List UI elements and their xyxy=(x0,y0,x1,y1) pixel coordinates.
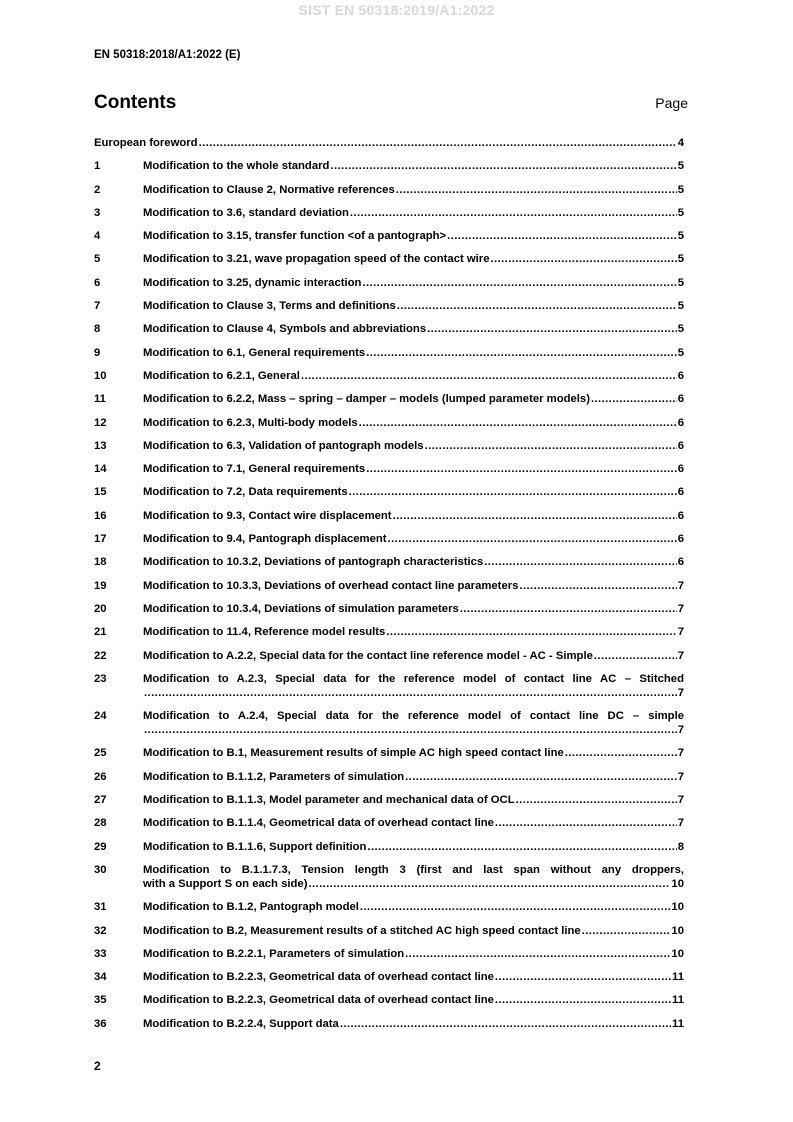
toc-entry-number: 3 xyxy=(94,206,101,219)
dot-leader xyxy=(582,924,671,938)
toc-entry[interactable] xyxy=(94,900,684,914)
toc-entry-page: 10 xyxy=(671,924,684,937)
toc-entry[interactable] xyxy=(94,159,684,173)
toc-entry[interactable] xyxy=(94,206,684,220)
toc-entry[interactable] xyxy=(94,322,684,336)
toc-entry-page: 5 xyxy=(677,276,684,289)
toc-entry-page: 5 xyxy=(677,253,684,266)
toc-entry-title: Modification to A.2.3, Special data for the reference model of contact line AC – Stitched xyxy=(143,672,684,685)
toc-entry-page: 5 xyxy=(677,323,684,336)
dot-leader xyxy=(516,793,677,807)
dot-leader xyxy=(359,416,677,430)
toc-entry-title: Modification to B.1.1.4, Geometrical data of overhead contact line xyxy=(143,817,494,830)
toc-entry-title: Modification to 7.1, General requirements xyxy=(143,463,366,476)
toc-entry-number: 30 xyxy=(94,863,107,876)
toc-entry-page: 8 xyxy=(677,840,684,853)
toc-entry-number: 10 xyxy=(94,369,107,382)
dot-leader xyxy=(144,686,677,700)
toc-entry-title: Modification to B.2.2.1, Parameters of simulation xyxy=(143,947,405,960)
toc-entry-page: 6 xyxy=(677,369,684,382)
toc-entry-title: Modification to B.1.1.2, Parameters of simulation xyxy=(143,770,405,783)
toc-entry-page: 7 xyxy=(677,686,684,699)
dot-leader xyxy=(301,369,677,383)
toc-entry-title: Modification to B.2.2.4, Support data xyxy=(143,1017,339,1030)
toc-entry-title: Modification to B.1, Measurement results of simple AC high speed contact line xyxy=(143,747,564,760)
toc-entry-number: 32 xyxy=(94,924,107,937)
dot-leader xyxy=(144,723,677,737)
toc-entry-number: 2 xyxy=(94,183,101,196)
toc-entry[interactable] xyxy=(94,532,684,546)
page-column-label: Page xyxy=(655,95,688,111)
dot-leader xyxy=(565,746,677,760)
toc-entry-page: 6 xyxy=(677,533,684,546)
toc-entry-page: 7 xyxy=(677,817,684,830)
toc-entry-title: Modification to B.1.1.7.3, Tension length 3 (first and last span without any droppers, xyxy=(143,863,684,876)
toc-entry-page: 6 xyxy=(677,463,684,476)
toc-entry-title: Modification to Clause 4, Symbols and abbreviations xyxy=(143,323,427,336)
dot-leader xyxy=(491,252,677,266)
toc-entry[interactable] xyxy=(94,602,684,616)
toc-entry[interactable] xyxy=(94,993,684,1007)
toc-entry-title: Modification to 10.3.3, Deviations of overhead contact line parameters xyxy=(143,579,519,592)
dot-leader xyxy=(484,555,676,569)
dot-leader xyxy=(405,947,670,961)
toc-entry-title: Modification to 6.2.3, Multi-body models xyxy=(143,416,358,429)
dot-leader xyxy=(405,770,677,784)
toc-entry-number: 26 xyxy=(94,770,107,783)
toc-entry-title: Modification to B.1.1.3, Model parameter and mechanical data of OCL xyxy=(143,794,515,807)
toc-entry-page: 11 xyxy=(672,1017,684,1030)
toc-entry[interactable] xyxy=(94,840,684,854)
toc-entry-page: 11 xyxy=(672,994,684,1007)
toc-entry-page: 4 xyxy=(677,137,684,149)
toc-entry-title: Modification to 3.25, dynamic interaction xyxy=(143,276,362,289)
toc-entry[interactable] xyxy=(94,392,684,406)
table-of-contents xyxy=(94,136,684,1040)
toc-entry-title: Modification to 10.3.4, Deviations of simulation parameters xyxy=(143,602,459,615)
toc-entry-page: 6 xyxy=(677,556,684,569)
dot-leader xyxy=(350,206,677,220)
dot-leader xyxy=(396,183,677,197)
toc-entry-page: 6 xyxy=(677,416,684,429)
toc-entry-title: Modification to B.2.2.3, Geometrical data of overhead contact line xyxy=(143,971,494,984)
toc-entry-number: 11 xyxy=(94,393,106,406)
contents-heading xyxy=(94,92,688,114)
toc-entry-title: Modification to Clause 2, Normative references xyxy=(143,183,395,196)
toc-entry[interactable] xyxy=(94,672,684,700)
toc-entry-number: 34 xyxy=(94,971,107,984)
toc-entry-number: 22 xyxy=(94,649,107,662)
toc-entry-number: 7 xyxy=(94,300,101,313)
contents-title: Contents xyxy=(94,92,177,113)
dot-leader xyxy=(425,439,677,453)
toc-entry-title: Modification to 3.21, wave propagation speed of the contact wire xyxy=(143,253,490,266)
toc-entry-page: 7 xyxy=(677,724,684,737)
toc-entry-page: 10 xyxy=(671,877,684,890)
toc-entry-title: European foreword xyxy=(94,137,198,149)
toc-entry-number: 27 xyxy=(94,794,107,807)
toc-entry-title: Modification to A.2.2, Special data for the contact line reference model - AC - Simple xyxy=(143,649,593,662)
toc-entry-number: 1 xyxy=(94,160,101,173)
toc-entry[interactable] xyxy=(94,555,684,569)
dot-leader xyxy=(495,970,671,984)
toc-entry-number: 4 xyxy=(94,230,101,243)
toc-entry-page: 6 xyxy=(677,393,684,406)
toc-entry[interactable] xyxy=(94,924,684,938)
toc-entry-page: 6 xyxy=(677,439,684,452)
toc-entry[interactable] xyxy=(94,509,684,523)
toc-entry[interactable] xyxy=(94,746,684,760)
toc-entry-number: 8 xyxy=(94,323,101,336)
toc-entry[interactable] xyxy=(94,369,684,383)
toc-entry[interactable] xyxy=(94,439,684,453)
toc-entry-number: 35 xyxy=(94,994,107,1007)
toc-entry-page: 5 xyxy=(677,160,684,173)
toc-entry[interactable] xyxy=(94,1017,684,1031)
toc-entry[interactable] xyxy=(94,579,684,593)
toc-entry-title-continued: with a Support S on each side) xyxy=(143,877,308,890)
toc-entry-number: 15 xyxy=(94,486,107,499)
toc-entry-page: 7 xyxy=(677,770,684,783)
watermark: SIST EN 50318:2019/A1:2022 xyxy=(298,2,495,18)
toc-entry-number: 6 xyxy=(94,276,101,289)
toc-entry-number: 19 xyxy=(94,579,107,592)
toc-entry[interactable] xyxy=(94,970,684,984)
dot-leader xyxy=(366,346,676,360)
toc-entry-page: 7 xyxy=(677,649,684,662)
toc-entry-title: Modification to B.1.2, Pantograph model xyxy=(143,901,359,914)
toc-entry-number: 14 xyxy=(94,463,107,476)
dot-leader xyxy=(495,816,677,830)
toc-entry-number: 9 xyxy=(94,346,101,359)
toc-entry-number: 28 xyxy=(94,817,107,830)
toc-entry-title: Modification to 7.2, Data requirements xyxy=(143,486,348,499)
toc-entry-page: 10 xyxy=(671,947,684,960)
toc-entry-title: Modification to 3.15, transfer function <of a pantograph> xyxy=(143,230,447,243)
toc-entry-title: Modification to 11.4, Reference model results xyxy=(143,626,386,639)
toc-entry-page: 5 xyxy=(677,346,684,359)
dot-leader xyxy=(388,532,677,546)
toc-entry-page: 6 xyxy=(677,486,684,499)
toc-entry[interactable] xyxy=(94,947,684,961)
dot-leader xyxy=(340,1017,671,1031)
dot-leader xyxy=(519,579,676,593)
toc-entry-page: 10 xyxy=(671,901,684,914)
toc-entry-number: 13 xyxy=(94,439,107,452)
toc-entry[interactable] xyxy=(94,625,684,639)
dot-leader xyxy=(460,602,677,616)
toc-entry[interactable] xyxy=(94,462,684,476)
toc-entry-foreword[interactable] xyxy=(94,136,684,150)
dot-leader xyxy=(397,299,677,313)
toc-entry[interactable] xyxy=(94,770,684,784)
toc-entry-page: 7 xyxy=(677,626,684,639)
dot-leader xyxy=(360,900,671,914)
dot-leader xyxy=(386,625,676,639)
toc-entry-title: Modification to B.2.2.3, Geometrical data of overhead contact line xyxy=(143,994,494,1007)
toc-entry-number: 21 xyxy=(94,626,107,639)
dot-leader xyxy=(427,322,677,336)
dot-leader xyxy=(330,159,676,173)
toc-entry-title: Modification to Clause 3, Terms and definitions xyxy=(143,300,396,313)
toc-entry-title: Modification to 3.6, standard deviation xyxy=(143,206,349,219)
toc-entry-number: 18 xyxy=(94,556,107,569)
toc-entry[interactable] xyxy=(94,299,684,313)
dot-leader xyxy=(447,229,677,243)
toc-entry-title: Modification to 9.3, Contact wire displacement xyxy=(143,509,392,522)
toc-entry-page: 7 xyxy=(677,602,684,615)
toc-entry-number: 12 xyxy=(94,416,107,429)
toc-entry-number: 17 xyxy=(94,533,107,546)
toc-entry-title: Modification to 6.1, General requirements xyxy=(143,346,366,359)
dot-leader xyxy=(199,136,677,150)
toc-entry-number: 29 xyxy=(94,840,107,853)
toc-entry[interactable] xyxy=(94,183,684,197)
toc-entry-page: 11 xyxy=(672,971,684,984)
toc-entry-page: 7 xyxy=(677,579,684,592)
document-id: EN 50318:2018/A1:2022 (E) xyxy=(94,49,241,61)
toc-entry-page: 5 xyxy=(677,300,684,313)
dot-leader xyxy=(591,392,677,406)
toc-entry-page: 5 xyxy=(677,230,684,243)
toc-entry-page: 5 xyxy=(677,206,684,219)
toc-entry-number: 25 xyxy=(94,747,107,760)
dot-leader xyxy=(393,509,677,523)
dot-leader xyxy=(308,877,670,891)
toc-entry-number: 24 xyxy=(94,710,107,723)
toc-entry-number: 36 xyxy=(94,1017,107,1030)
toc-entry[interactable] xyxy=(94,252,684,266)
toc-entry-page: 7 xyxy=(677,747,684,760)
toc-entry[interactable] xyxy=(94,863,684,891)
toc-entry-title: Modification to B.1.1.6, Support definition xyxy=(143,840,367,853)
toc-entry-number: 33 xyxy=(94,947,107,960)
toc-entry-page: 5 xyxy=(677,183,684,196)
dot-leader xyxy=(349,485,677,499)
toc-entry-page: 7 xyxy=(677,794,684,807)
toc-entry-title: Modification to 6.3, Validation of pantograph models xyxy=(143,439,424,452)
toc-entry-number: 5 xyxy=(94,253,101,266)
toc-entry-title: Modification to 10.3.2, Deviations of pantograph characteristics xyxy=(143,556,484,569)
page-number: 2 xyxy=(94,1059,101,1073)
toc-entry-number: 31 xyxy=(94,901,107,914)
toc-entry[interactable] xyxy=(94,229,684,243)
toc-entry[interactable] xyxy=(94,416,684,430)
toc-entry[interactable] xyxy=(94,816,684,830)
toc-entry-number: 23 xyxy=(94,672,107,685)
toc-entry-title: Modification to B.2, Measurement results of a stitched AC high speed contact line xyxy=(143,924,581,937)
toc-entry-title: Modification to A.2.4, Special data for the reference model of contact line DC – simple xyxy=(143,710,684,723)
toc-entry[interactable] xyxy=(94,709,684,737)
dot-leader xyxy=(594,649,677,663)
toc-entry-title: Modification to 6.2.1, General xyxy=(143,369,300,382)
dot-leader xyxy=(366,462,676,476)
toc-entry[interactable] xyxy=(94,649,684,663)
toc-entry[interactable] xyxy=(94,276,684,290)
toc-entry[interactable] xyxy=(94,485,684,499)
toc-entry-title: Modification to the whole standard xyxy=(143,160,330,173)
dot-leader xyxy=(362,276,676,290)
toc-entry-number: 20 xyxy=(94,602,107,615)
toc-entry-title: Modification to 6.2.2, Mass – spring – damper – models (lumped parameter models) xyxy=(143,393,590,406)
dot-leader xyxy=(495,993,671,1007)
toc-entry[interactable] xyxy=(94,346,684,360)
toc-entry-title: Modification to 9.4, Pantograph displacement xyxy=(143,533,387,546)
toc-entry[interactable] xyxy=(94,793,684,807)
toc-entry-number: 16 xyxy=(94,509,107,522)
toc-entry-page: 6 xyxy=(677,509,684,522)
dot-leader xyxy=(367,840,676,854)
